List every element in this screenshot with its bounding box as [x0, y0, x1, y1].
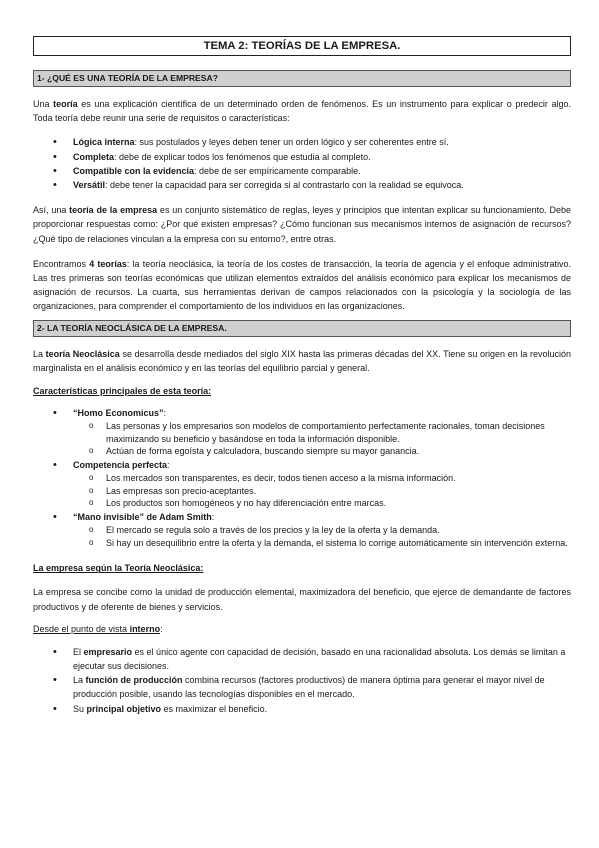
- list-item: • Su principal objetivo es maximizar el beneficio.: [33, 702, 571, 716]
- list-item-mano-invisible: • “Mano invisible” de Adam Smith:: [33, 510, 571, 524]
- sub-list-item: o Los productos son homogéneos y no hay diferenciación entre marcas.: [33, 497, 571, 510]
- sub-list-item: o El mercado se regula solo a través de los precios y la ley de la oferta y la demanda.: [33, 524, 571, 537]
- sub-list-item: o Si hay un desequilibrio entre la oferta y la demanda, el sistema lo corrige automáticamente sin intervención externa.: [33, 537, 571, 550]
- section-heading-2: 2- LA TEORÍA NEOCLÁSICA DE LA EMPRESA.: [33, 320, 571, 337]
- punto-de-vista-interno: Desde el punto de vista interno:: [33, 623, 163, 634]
- characteristics-list: [33, 406, 571, 549]
- section-heading-1: 1- ¿QUÉ ES UNA TEORÍA DE LA EMPRESA?: [33, 70, 571, 87]
- document-title: TEMA 2: TEORÍAS DE LA EMPRESA.: [33, 36, 571, 56]
- list-item-homo-economicus: • “Homo Economicus”:: [33, 406, 571, 420]
- list-item: • La función de producción combina recursos (factores productivos) de manera óptima para generar el mayor nivel de producción posible, usando las tecnologías disponibles en el mercado.: [33, 673, 571, 701]
- list-item-competencia-perfecta: • Competencia perfecta:: [33, 458, 571, 472]
- paragraph-teoria-definicion: Una teoría es una explicación científica de un determinado orden de fenómenos. Es un instrumento para explicar o predecir algo. Toda teoría debe reunir una serie de requisitos o características:: [33, 99, 571, 124]
- subheading-empresa-neoclasica: La empresa según la Teoría Neoclásica:: [33, 563, 204, 574]
- document-page: [33, 36, 571, 716]
- sub-list-item: o Los mercados son transparentes, es decir, todos tienen acceso a la misma información.: [33, 472, 571, 485]
- sub-list-item: o Las personas y los empresarios son modelos de comportamiento perfectamente racionales, toman decisiones maximizando su beneficio y basándose en toda la información disponible.: [33, 420, 571, 445]
- paragraph-neoclasica-origen: La teoría Neoclásica se desarrolla desde mediados del siglo XIX hasta las primeras décadas del XX. Tiene su origen en la revolución marginalista en el análisis económico y en las teorías del equilibrio parcial y general.: [33, 348, 571, 373]
- sub-list-item: o Las empresas son precio-aceptantes.: [33, 485, 571, 498]
- internal-view-list: [33, 645, 571, 716]
- list-item: • Completa: debe de explicar todos los fenómenos que estudia al completo.: [33, 150, 571, 164]
- requirements-list: [33, 135, 571, 192]
- list-item: • Versátil: debe tener la capacidad para ser corregida si al contrastarlo con la realidad se equivoca.: [33, 178, 571, 192]
- list-item: • Compatible con la evidencia: debe de ser empíricamente comparable.: [33, 164, 571, 178]
- paragraph-empresa-concepto: La empresa se concibe como la unidad de producción elemental, maximizadora del beneficio, que ejerce de demandante de factores productivos y de oferente de bienes y servicios.: [33, 587, 571, 612]
- list-item: • Lógica interna: sus postulados y leyes deben tener un orden lógico y ser coherentes entre sí.: [33, 135, 571, 149]
- paragraph-teoria-empresa: Así, una teoría de la empresa es un conjunto sistemático de reglas, leyes y principios que intentan explicar su funcionamiento. Debe proporcionar respuestas como: ¿Por qué existen empresas? ¿Cómo funcionan sus mecanismos internos de asignación de recursos? ¿Qué tipo de relaciones vinculan a la empresa con su entorno?, entre otras.: [33, 205, 571, 244]
- paragraph-cuatro-teorias: Encontramos 4 teorías: la teoría neoclásica, la teoría de los costes de transacción, la teoría de agencia y el enfoque administrativo. Las tres primeras son teorías económicas que utilizan elementos extraídos del análisis económico para explicar los mecanismos de asignación de recursos. La cuarta, sus herramientas derivan de campos relacionados con la psicología y la sociología de las organizaciones, para comprender el comportamiento de los individuos en las organizaciones.: [33, 258, 571, 312]
- subheading-caracteristicas: Características principales de esta teoría:: [33, 386, 212, 397]
- list-item: • El empresario es el único agente con capacidad de decisión, basado en una racionalidad absoluta. Los demás se limitan a ejecutar sus decisiones.: [33, 645, 571, 673]
- sub-list-item: o Actúan de forma egoísta y calculadora, buscando siempre su mayor ganancia.: [33, 445, 571, 458]
